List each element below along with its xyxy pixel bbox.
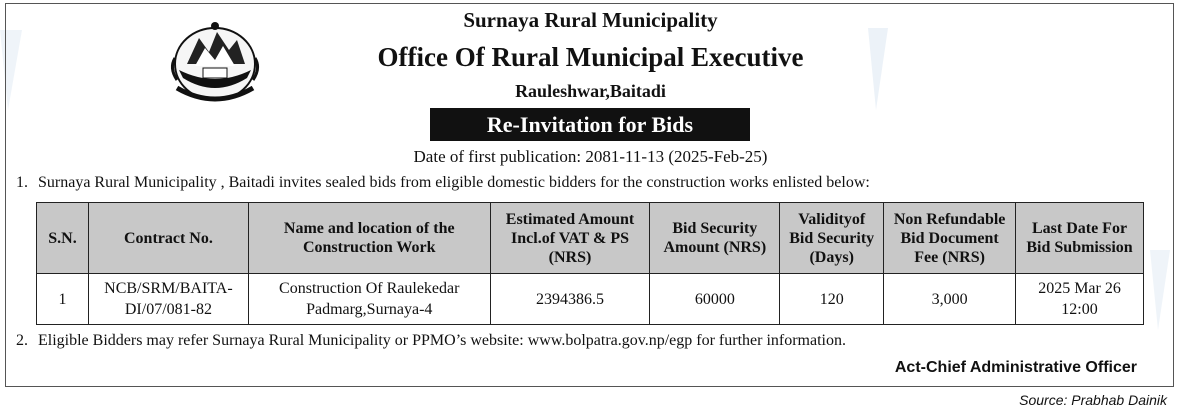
notice-banner: Re-Invitation for Bids xyxy=(430,108,750,141)
header-sn: S.N. xyxy=(37,203,89,274)
cell-last-date: 2025 Mar 26 12:00 xyxy=(1016,274,1144,325)
office-address: Rauleshwar,Baitadi xyxy=(515,81,666,101)
header-estimate: Estimated Amount Incl.of VAT & PS (NRS) xyxy=(490,203,650,274)
office-title: Office Of Rural Municipal Executive xyxy=(377,42,804,72)
note-paragraph xyxy=(16,332,846,350)
intro-text: Surnaya Rural Municipality , Baitadi invites sealed bids from eligible domestic bidders for the construction works enlisted below: xyxy=(38,174,870,191)
cell-contract-no: NCB/SRM/BAITA-DI/07/081-82 xyxy=(88,274,248,325)
egp-website-link[interactable]: www.bolpatra.gov.np/egp xyxy=(527,332,693,349)
cell-validity: 120 xyxy=(780,274,884,325)
intro-number: 1. xyxy=(16,174,28,191)
note-number: 2. xyxy=(16,332,28,349)
header-document-fee: Non Refundable Bid Document Fee (NRS) xyxy=(884,203,1016,274)
note-text-after: for further information. xyxy=(696,332,846,349)
header-validity: Validityof Bid Security (Days) xyxy=(780,203,884,274)
note-text-before: Eligible Bidders may refer Surnaya Rural Municipality or PPMO’s website: xyxy=(38,332,524,349)
bid-table xyxy=(36,202,1144,325)
first-publication-date: Date of first publication: 2081-11-13 (2025-Feb-25) xyxy=(413,147,768,166)
table-row xyxy=(37,274,1144,325)
cell-estimate: 2394386.5 xyxy=(490,274,650,325)
signatory-title: Act-Chief Administrative Officer xyxy=(894,359,1137,376)
intro-paragraph xyxy=(16,174,870,192)
cell-sn: 1 xyxy=(37,274,89,325)
municipality-name: Surnaya Rural Municipality xyxy=(463,8,718,32)
table-header-row xyxy=(37,203,1144,274)
header-work: Name and location of the Construction Work xyxy=(248,203,490,274)
header-contract-no: Contract No. xyxy=(88,203,248,274)
header-last-date: Last Date For Bid Submission xyxy=(1016,203,1144,274)
cell-bid-security: 60000 xyxy=(650,274,780,325)
header-bid-security: Bid Security Amount (NRS) xyxy=(650,203,780,274)
cell-work: Construction Of Raulekedar Padmarg,Surnaya-4 xyxy=(248,274,490,325)
source-credit: Source: Prabhab Dainik xyxy=(1019,392,1167,408)
cell-document-fee: 3,000 xyxy=(884,274,1016,325)
